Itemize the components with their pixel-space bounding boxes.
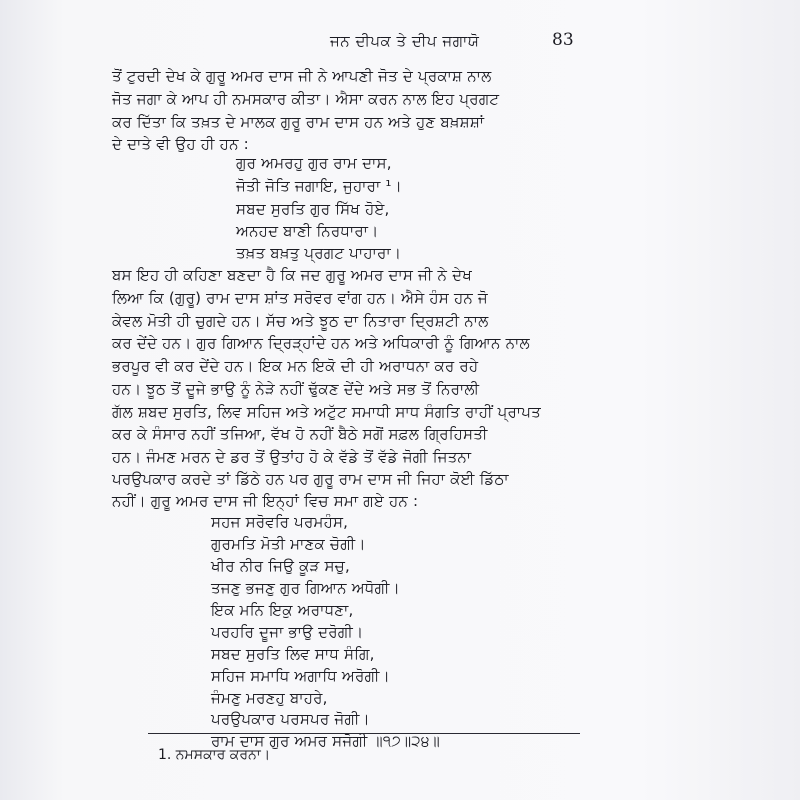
text-line: ਭਰਪੂਰ ਵੀ ਕਰ ਦੇਂਦੇ ਹਨ। ਇਕ ਮਨ ਇਕੋ ਦੀ ਹੀ ਅਰਾਧਨਾ ਕਰ ਰਹੇ xyxy=(112,357,479,375)
text-line: ਤੋਂ ਟੁਰਦੀ ਦੇਖ ਕੇ ਗੁਰੂ ਅਮਰ ਦਾਸ ਜੀ ਨੇ ਆਪਣੀ ਜੋਤ ਦੇ ਪ੍ਰਕਾਸ਼ ਨਾਲ xyxy=(112,67,492,85)
verse-line: ਸਹਿਜ ਸਮਾਧਿ ਅਗਾਧਿ ਅਰੋਗੀ। xyxy=(211,667,390,685)
verse-line: ਅਨਹਦ ਬਾਣੀ ਨਿਰਧਾਰਾ। xyxy=(236,222,379,240)
text-line: ਕਰ ਦਿੱਤਾ ਕਿ ਤਖ਼ਤ ਦੇ ਮਾਲਕ ਗੁਰੂ ਰਾਮ ਦਾਸ ਹਨ ਅਤੇ ਹੁਣ ਬਖ਼ਸ਼ਸ਼ਾਂ xyxy=(112,113,485,131)
verse-line: ਤਜਣੁ ਭਜਣੁ ਗੁਰ ਗਿਆਨ ਅਧੋਗੀ। xyxy=(211,579,400,597)
verse-line: ਪਰਹਰਿ ਦੂਜਾ ਭਾਉ ਦਰੋਗੀ। xyxy=(211,623,364,641)
text-line: ਜੋਤ ਜਗਾ ਕੇ ਆਪ ਹੀ ਨਮਸਕਾਰ ਕੀਤਾ। ਐਸਾ ਕਰਨ ਨਾਲ ਇਹ ਪ੍ਰਗਟ xyxy=(112,90,500,108)
verse-line: ਤਖ਼ਤ ਬਖ਼ਤੁ ਪ੍ਰਗਟ ਪਾਹਾਰਾ। xyxy=(236,244,402,262)
verse-line: ਖੀਰ ਨੀਰ ਜਿਉ ਕੂੜ ਸਚੁ, xyxy=(211,557,350,575)
text-line: ਗੱਲ ਸ਼ਬਦ ਸੁਰਤਿ, ਲਿਵ ਸਹਿਜ ਅਤੇ ਅਟੁੱਟ ਸਮਾਧੀ ਸਾਧ ਸੰਗਤਿ ਰਾਹੀਂ ਪ੍ਰਾਪਤ xyxy=(112,403,541,421)
page-number: 83 xyxy=(552,30,574,50)
verse-line: ਸਬਦ ਸੁਰਤਿ ਗੁਰ ਸਿੱਖ ਹੋਏ, xyxy=(236,200,390,218)
running-head xyxy=(0,28,800,56)
text-line: ਬਸ ਇਹ ਹੀ ਕਹਿਣਾ ਬਣਦਾ ਹੈ ਕਿ ਜਦ ਗੁਰੂ ਅਮਰ ਦਾਸ ਜੀ ਨੇ ਦੇਖ xyxy=(112,266,472,284)
text-line: ਕੇਵਲ ਮੋਤੀ ਹੀ ਚੁਗਦੇ ਹਨ। ਸੱਚ ਅਤੇ ਝੂਠ ਦਾ ਨਿਤਾਰਾ ਦ੍ਰਿਸ਼ਟੀ ਨਾਲ xyxy=(112,312,489,330)
verse-line: ਸਹਜ ਸਰੋਵਰਿ ਪਰਮਹੰਸ, xyxy=(211,513,349,531)
footnote: 1. ਨਮਸਕਾਰ ਕਰਨਾ। xyxy=(158,747,271,763)
text-line: ਦੇ ਦਾਤੇ ਵੀ ਉਹ ਹੀ ਹਨ : xyxy=(112,135,249,153)
footnote-divider xyxy=(148,733,580,734)
text-line: ਹਨ। ਝੂਠ ਤੋਂ ਦੂਜੇ ਭਾਉ ਨੂੰ ਨੇੜੇ ਨਹੀਂ ਢੁੱਕਣ ਦੇਂਦੇ ਅਤੇ ਸਭ ਤੋਂ ਨਿਰਾਲੀ xyxy=(112,380,480,398)
verse-line: ਜੋਤੀ ਜੋਤਿ ਜਗਾਇ, ਜੁਹਾਰਾ ¹। xyxy=(236,177,402,195)
text-line: ਨਹੀਂ। ਗੁਰੂ ਅਮਰ ਦਾਸ ਜੀ ਇਨ੍ਹਾਂ ਵਿਚ ਸਮਾ ਗਏ ਹਨ : xyxy=(112,492,419,510)
text-line: ਲਿਆ ਕਿ (ਗੁਰੂ) ਰਾਮ ਦਾਸ ਸ਼ਾਂਤ ਸਰੋਵਰ ਵਾਂਗ ਹਨ। ਐਸੇ ਹੰਸ ਹਨ ਜੋ xyxy=(112,289,488,307)
verse-line: ਪਰਉਪਕਾਰ ਪਰਸਪਰ ਜੋਗੀ। xyxy=(211,710,370,728)
verse-line: ਗੁਰਮਤਿ ਮੋਤੀ ਮਾਣਕ ਚੋਗੀ। xyxy=(211,535,366,553)
verse-line: ਗੁਰ ਅਮਰਹੁ ਗੁਰ ਰਾਮ ਦਾਸ, xyxy=(236,154,392,172)
text-line: ਕਰ ਦੇਂਦੇ ਹਨ। ਗੁਰ ਗਿਆਨ ਦ੍ਰਿੜ੍ਹਾਂਦੇ ਹਨ ਅਤੇ ਅਧਿਕਾਰੀ ਨੂੰ ਗਿਆਨ ਨਾਲ xyxy=(112,334,530,352)
verse-line: ਜੰਮਣੁ ਮਰਣਹੁ ਬਾਹਰੇ, xyxy=(211,689,328,707)
text-line: ਪਰਉਪਕਾਰ ਕਰਦੇ ਤਾਂ ਡਿੱਠੇ ਹਨ ਪਰ ਗੁਰੂ ਰਾਮ ਦਾਸ ਜੀ ਜਿਹਾ ਕੋਈ ਡਿੱਠਾ xyxy=(112,470,509,488)
verse-line: ਰਾਮ ਦਾਸ ਗੁਰ ਅਮਰ ਸਜੋਗੀ ॥੧੭॥੨੪॥ xyxy=(211,732,440,750)
verse-line: ਸਬਦ ਸੁਰਤਿ ਲਿਵ ਸਾਧ ਸੰਗਿ, xyxy=(211,645,375,663)
text-line: ਹਨ। ਜੰਮਣ ਮਰਨ ਦੇ ਡਰ ਤੋਂ ਉਤਾਂਹ ਹੋ ਕੇ ਵੱਡੇ ਤੋਂ ਵੱਡੇ ਜੋਗੀ ਜਿਤਨਾ xyxy=(112,448,472,466)
text-line: ਕਰ ਕੇ ਸੰਸਾਰ ਨਹੀਂ ਤਜਿਆ, ਵੱਖ ਹੋ ਨਹੀਂ ਬੈਠੇ ਸਗੋਂ ਸਫ਼ਲ ਗ੍ਰਿਹਿਸਤੀ xyxy=(112,425,488,443)
running-title: ਜਨ ਦੀਪਕ ਤੇ ਦੀਪ ਜਗਾਯੋ xyxy=(330,32,480,50)
verse-line: ਇਕ ਮਨਿ ਇਕੁ ਅਰਾਧਣਾ, xyxy=(211,601,354,619)
